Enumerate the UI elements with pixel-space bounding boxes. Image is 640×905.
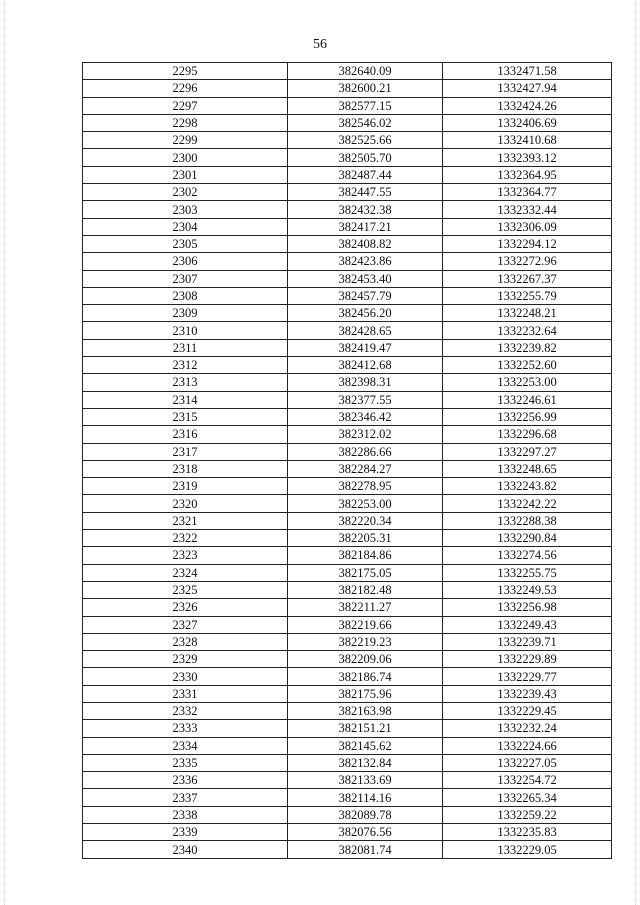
x-coordinate-cell: 382447.55 bbox=[288, 184, 443, 201]
point-number-cell: 2335 bbox=[83, 754, 288, 771]
point-number-cell: 2331 bbox=[83, 685, 288, 702]
point-number-cell: 2304 bbox=[83, 218, 288, 235]
x-coordinate-cell: 382284.27 bbox=[288, 460, 443, 477]
y-coordinate-cell: 1332232.64 bbox=[443, 322, 612, 339]
x-coordinate-cell: 382089.78 bbox=[288, 806, 443, 823]
x-coordinate-cell: 382457.79 bbox=[288, 287, 443, 304]
table-row bbox=[83, 530, 612, 547]
point-number-cell: 2320 bbox=[83, 495, 288, 512]
scan-edge-left bbox=[4, 0, 5, 905]
x-coordinate-cell: 382163.98 bbox=[288, 702, 443, 719]
y-coordinate-cell: 1332290.84 bbox=[443, 530, 612, 547]
point-number-cell: 2321 bbox=[83, 512, 288, 529]
point-number-cell: 2301 bbox=[83, 166, 288, 183]
y-coordinate-cell: 1332243.82 bbox=[443, 478, 612, 495]
point-number-cell: 2325 bbox=[83, 581, 288, 598]
x-coordinate-cell: 382209.06 bbox=[288, 651, 443, 668]
x-coordinate-cell: 382175.05 bbox=[288, 564, 443, 581]
point-number-cell: 2303 bbox=[83, 201, 288, 218]
x-coordinate-cell: 382278.95 bbox=[288, 478, 443, 495]
table-row bbox=[83, 841, 612, 858]
table-row bbox=[83, 460, 612, 477]
x-coordinate-cell: 382219.66 bbox=[288, 616, 443, 633]
point-number-cell: 2308 bbox=[83, 287, 288, 304]
point-number-cell: 2323 bbox=[83, 547, 288, 564]
table-row bbox=[83, 651, 612, 668]
table-row bbox=[83, 408, 612, 425]
y-coordinate-cell: 1332239.43 bbox=[443, 685, 612, 702]
point-number-cell: 2311 bbox=[83, 339, 288, 356]
table-row bbox=[83, 374, 612, 391]
point-number-cell: 2309 bbox=[83, 305, 288, 322]
x-coordinate-cell: 382640.09 bbox=[288, 63, 443, 80]
x-coordinate-cell: 382253.00 bbox=[288, 495, 443, 512]
table-row bbox=[83, 616, 612, 633]
y-coordinate-cell: 1332256.99 bbox=[443, 408, 612, 425]
y-coordinate-cell: 1332255.75 bbox=[443, 564, 612, 581]
point-number-cell: 2337 bbox=[83, 789, 288, 806]
y-coordinate-cell: 1332229.05 bbox=[443, 841, 612, 858]
point-number-cell: 2326 bbox=[83, 599, 288, 616]
point-number-cell: 2302 bbox=[83, 184, 288, 201]
x-coordinate-cell: 382412.68 bbox=[288, 357, 443, 374]
y-coordinate-cell: 1332229.77 bbox=[443, 668, 612, 685]
y-coordinate-cell: 1332272.96 bbox=[443, 253, 612, 270]
table-row bbox=[83, 63, 612, 80]
point-number-cell: 2299 bbox=[83, 132, 288, 149]
x-coordinate-cell: 382487.44 bbox=[288, 166, 443, 183]
table-row bbox=[83, 633, 612, 650]
point-number-cell: 2336 bbox=[83, 772, 288, 789]
y-coordinate-cell: 1332242.22 bbox=[443, 495, 612, 512]
y-coordinate-cell: 1332253.00 bbox=[443, 374, 612, 391]
point-number-cell: 2312 bbox=[83, 357, 288, 374]
table-row bbox=[83, 339, 612, 356]
x-coordinate-cell: 382076.56 bbox=[288, 824, 443, 841]
table-row bbox=[83, 478, 612, 495]
table-row bbox=[83, 184, 612, 201]
point-number-cell: 2340 bbox=[83, 841, 288, 858]
y-coordinate-cell: 1332364.77 bbox=[443, 184, 612, 201]
point-number-cell: 2333 bbox=[83, 720, 288, 737]
scan-edge-right bbox=[635, 0, 636, 905]
y-coordinate-cell: 1332229.45 bbox=[443, 702, 612, 719]
table-row bbox=[83, 702, 612, 719]
table-row bbox=[83, 685, 612, 702]
table-row bbox=[83, 287, 612, 304]
table-row bbox=[83, 754, 612, 771]
point-number-cell: 2319 bbox=[83, 478, 288, 495]
page-number: 56 bbox=[313, 37, 327, 52]
y-coordinate-cell: 1332332.44 bbox=[443, 201, 612, 218]
y-coordinate-cell: 1332306.09 bbox=[443, 218, 612, 235]
point-number-cell: 2314 bbox=[83, 391, 288, 408]
x-coordinate-cell: 382205.31 bbox=[288, 530, 443, 547]
x-coordinate-cell: 382419.47 bbox=[288, 339, 443, 356]
y-coordinate-cell: 1332297.27 bbox=[443, 443, 612, 460]
x-coordinate-cell: 382286.66 bbox=[288, 443, 443, 460]
y-coordinate-cell: 1332249.43 bbox=[443, 616, 612, 633]
table-row bbox=[83, 824, 612, 841]
table-row bbox=[83, 789, 612, 806]
point-number-cell: 2329 bbox=[83, 651, 288, 668]
table-row bbox=[83, 132, 612, 149]
point-number-cell: 2327 bbox=[83, 616, 288, 633]
y-coordinate-cell: 1332248.21 bbox=[443, 305, 612, 322]
y-coordinate-cell: 1332229.89 bbox=[443, 651, 612, 668]
x-coordinate-cell: 382453.40 bbox=[288, 270, 443, 287]
x-coordinate-cell: 382184.86 bbox=[288, 547, 443, 564]
y-coordinate-cell: 1332267.37 bbox=[443, 270, 612, 287]
table-row bbox=[83, 235, 612, 252]
table-row bbox=[83, 737, 612, 754]
x-coordinate-cell: 382145.62 bbox=[288, 737, 443, 754]
coordinates-table-body bbox=[83, 63, 612, 859]
point-number-cell: 2338 bbox=[83, 806, 288, 823]
point-number-cell: 2330 bbox=[83, 668, 288, 685]
x-coordinate-cell: 382175.96 bbox=[288, 685, 443, 702]
coordinates-table bbox=[82, 62, 612, 859]
x-coordinate-cell: 382428.65 bbox=[288, 322, 443, 339]
table-row bbox=[83, 270, 612, 287]
table-row bbox=[83, 357, 612, 374]
table-row bbox=[83, 720, 612, 737]
x-coordinate-cell: 382133.69 bbox=[288, 772, 443, 789]
table-row bbox=[83, 253, 612, 270]
table-row bbox=[83, 426, 612, 443]
x-coordinate-cell: 382114.16 bbox=[288, 789, 443, 806]
table-row bbox=[83, 201, 612, 218]
table-row bbox=[83, 80, 612, 97]
y-coordinate-cell: 1332232.24 bbox=[443, 720, 612, 737]
y-coordinate-cell: 1332246.61 bbox=[443, 391, 612, 408]
x-coordinate-cell: 382505.70 bbox=[288, 149, 443, 166]
x-coordinate-cell: 382456.20 bbox=[288, 305, 443, 322]
y-coordinate-cell: 1332274.56 bbox=[443, 547, 612, 564]
x-coordinate-cell: 382211.27 bbox=[288, 599, 443, 616]
y-coordinate-cell: 1332288.38 bbox=[443, 512, 612, 529]
y-coordinate-cell: 1332248.65 bbox=[443, 460, 612, 477]
y-coordinate-cell: 1332256.98 bbox=[443, 599, 612, 616]
point-number-cell: 2317 bbox=[83, 443, 288, 460]
table-row bbox=[83, 772, 612, 789]
point-number-cell: 2318 bbox=[83, 460, 288, 477]
y-coordinate-cell: 1332249.53 bbox=[443, 581, 612, 598]
x-coordinate-cell: 382220.34 bbox=[288, 512, 443, 529]
x-coordinate-cell: 382546.02 bbox=[288, 114, 443, 131]
y-coordinate-cell: 1332224.66 bbox=[443, 737, 612, 754]
table-row bbox=[83, 806, 612, 823]
point-number-cell: 2307 bbox=[83, 270, 288, 287]
table-row bbox=[83, 166, 612, 183]
table-row bbox=[83, 581, 612, 598]
table-row bbox=[83, 443, 612, 460]
x-coordinate-cell: 382398.31 bbox=[288, 374, 443, 391]
y-coordinate-cell: 1332393.12 bbox=[443, 149, 612, 166]
table-row bbox=[83, 495, 612, 512]
x-coordinate-cell: 382081.74 bbox=[288, 841, 443, 858]
x-coordinate-cell: 382346.42 bbox=[288, 408, 443, 425]
y-coordinate-cell: 1332255.79 bbox=[443, 287, 612, 304]
x-coordinate-cell: 382312.02 bbox=[288, 426, 443, 443]
point-number-cell: 2334 bbox=[83, 737, 288, 754]
y-coordinate-cell: 1332406.69 bbox=[443, 114, 612, 131]
point-number-cell: 2306 bbox=[83, 253, 288, 270]
table-row bbox=[83, 114, 612, 131]
point-number-cell: 2339 bbox=[83, 824, 288, 841]
y-coordinate-cell: 1332259.22 bbox=[443, 806, 612, 823]
x-coordinate-cell: 382423.86 bbox=[288, 253, 443, 270]
point-number-cell: 2332 bbox=[83, 702, 288, 719]
y-coordinate-cell: 1332296.68 bbox=[443, 426, 612, 443]
table-row bbox=[83, 599, 612, 616]
point-number-cell: 2315 bbox=[83, 408, 288, 425]
table-row bbox=[83, 512, 612, 529]
point-number-cell: 2297 bbox=[83, 97, 288, 114]
y-coordinate-cell: 1332239.82 bbox=[443, 339, 612, 356]
point-number-cell: 2328 bbox=[83, 633, 288, 650]
x-coordinate-cell: 382377.55 bbox=[288, 391, 443, 408]
table-row bbox=[83, 218, 612, 235]
y-coordinate-cell: 1332265.34 bbox=[443, 789, 612, 806]
x-coordinate-cell: 382186.74 bbox=[288, 668, 443, 685]
x-coordinate-cell: 382600.21 bbox=[288, 80, 443, 97]
point-number-cell: 2313 bbox=[83, 374, 288, 391]
y-coordinate-cell: 1332239.71 bbox=[443, 633, 612, 650]
point-number-cell: 2300 bbox=[83, 149, 288, 166]
point-number-cell: 2322 bbox=[83, 530, 288, 547]
point-number-cell: 2310 bbox=[83, 322, 288, 339]
table-row bbox=[83, 305, 612, 322]
table-row bbox=[83, 668, 612, 685]
y-coordinate-cell: 1332471.58 bbox=[443, 63, 612, 80]
table-row bbox=[83, 391, 612, 408]
x-coordinate-cell: 382417.21 bbox=[288, 218, 443, 235]
x-coordinate-cell: 382525.66 bbox=[288, 132, 443, 149]
point-number-cell: 2316 bbox=[83, 426, 288, 443]
table-row bbox=[83, 564, 612, 581]
y-coordinate-cell: 1332427.94 bbox=[443, 80, 612, 97]
point-number-cell: 2298 bbox=[83, 114, 288, 131]
x-coordinate-cell: 382408.82 bbox=[288, 235, 443, 252]
point-number-cell: 2324 bbox=[83, 564, 288, 581]
table-row bbox=[83, 149, 612, 166]
x-coordinate-cell: 382132.84 bbox=[288, 754, 443, 771]
y-coordinate-cell: 1332364.95 bbox=[443, 166, 612, 183]
y-coordinate-cell: 1332254.72 bbox=[443, 772, 612, 789]
y-coordinate-cell: 1332227.05 bbox=[443, 754, 612, 771]
x-coordinate-cell: 382219.23 bbox=[288, 633, 443, 650]
table-row bbox=[83, 547, 612, 564]
y-coordinate-cell: 1332252.60 bbox=[443, 357, 612, 374]
table-row bbox=[83, 97, 612, 114]
x-coordinate-cell: 382151.21 bbox=[288, 720, 443, 737]
y-coordinate-cell: 1332410.68 bbox=[443, 132, 612, 149]
point-number-cell: 2296 bbox=[83, 80, 288, 97]
table-row bbox=[83, 322, 612, 339]
point-number-cell: 2295 bbox=[83, 63, 288, 80]
x-coordinate-cell: 382182.48 bbox=[288, 581, 443, 598]
x-coordinate-cell: 382577.15 bbox=[288, 97, 443, 114]
y-coordinate-cell: 1332424.26 bbox=[443, 97, 612, 114]
point-number-cell: 2305 bbox=[83, 235, 288, 252]
y-coordinate-cell: 1332235.83 bbox=[443, 824, 612, 841]
x-coordinate-cell: 382432.38 bbox=[288, 201, 443, 218]
y-coordinate-cell: 1332294.12 bbox=[443, 235, 612, 252]
